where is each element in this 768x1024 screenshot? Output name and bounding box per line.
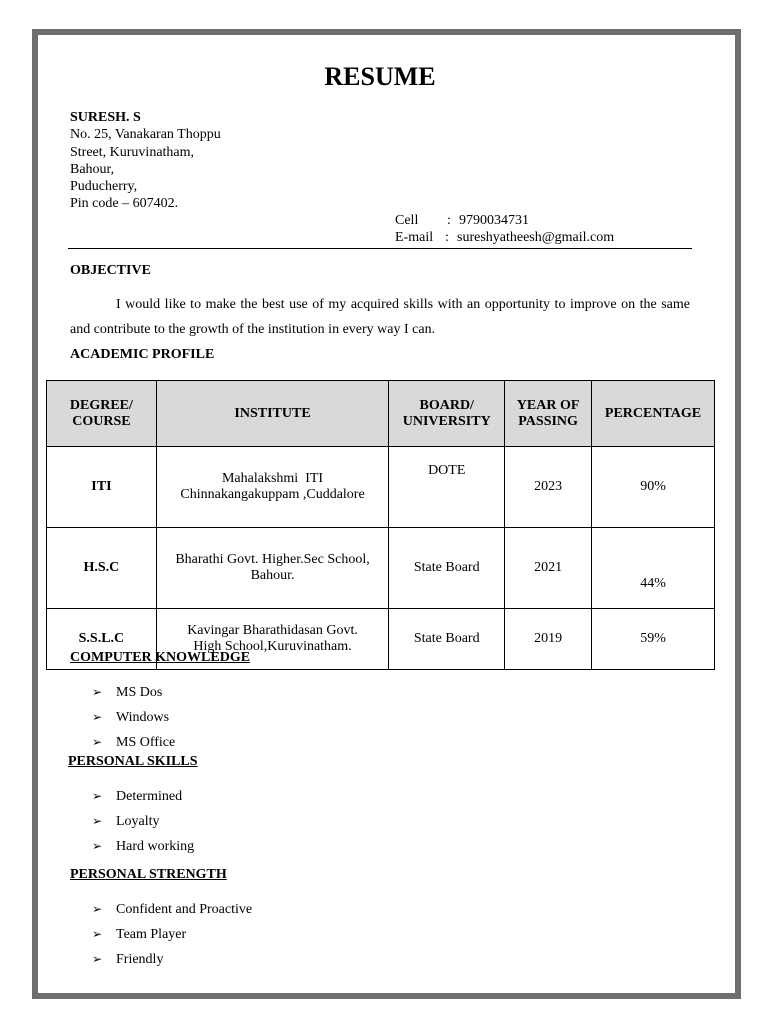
list-item-text: Determined (116, 789, 183, 804)
list-item (92, 683, 175, 708)
arrow-bullet-icon: ➢ (92, 952, 103, 966)
arrow-bullet-icon: ➢ (92, 902, 103, 916)
cell-label: Cell (395, 213, 419, 228)
list-item (92, 837, 194, 862)
col-header-year: YEAR OF PASSING (505, 381, 592, 447)
email-colon: : (445, 230, 449, 245)
arrow-bullet-icon: ➢ (92, 814, 103, 828)
list-item (92, 900, 252, 925)
address-line: No. 25, Vanakaran Thoppu (70, 127, 221, 142)
board-value: DOTE (428, 463, 466, 478)
academic-table (46, 380, 715, 670)
col-header-institute: INSTITUTE (156, 381, 388, 447)
email-value: sureshyatheesh@gmail.com (457, 230, 615, 245)
arrow-bullet-icon: ➢ (92, 710, 103, 724)
degree-cell: ITI (47, 447, 157, 528)
percentage-cell: 90% (592, 447, 715, 528)
institute-line: Bharathi Govt. Higher.Sec School, (175, 552, 370, 567)
computer-knowledge-list (92, 683, 175, 758)
institute-cell (156, 447, 388, 528)
email-label: E-mail (395, 230, 434, 245)
address-line: Pin code – 607402. (70, 196, 179, 211)
list-item-text: Windows (116, 710, 170, 725)
list-item (92, 812, 194, 837)
objective-heading: OBJECTIVE (70, 263, 151, 278)
institute-line: High School,Kuruvinatham. (193, 639, 352, 654)
personal-skills-list (92, 787, 194, 862)
list-item (92, 787, 194, 812)
table-row (47, 447, 715, 528)
address-line: Street, Kuruvinatham, (70, 145, 195, 160)
list-item-text: Team Player (116, 927, 187, 942)
list-item-text: MS Dos (116, 685, 163, 700)
list-item (92, 925, 252, 950)
arrow-bullet-icon: ➢ (92, 927, 103, 941)
list-item-text: Hard working (116, 839, 195, 854)
institute-line: Kavingar Bharathidasan Govt. (187, 623, 358, 638)
degree-cell: H.S.C (47, 528, 157, 609)
table-row (47, 528, 715, 609)
cell-colon: : (447, 213, 451, 228)
institute-line: Bahour. (250, 568, 295, 583)
page-title: RESUME (324, 62, 436, 91)
list-item (92, 708, 175, 733)
address-line: Puducherry, (70, 179, 138, 194)
address-line: Bahour, (70, 162, 115, 177)
institute-cell (156, 528, 388, 609)
computer-knowledge-heading: COMPUTER KNOWLEDGE (70, 650, 251, 665)
arrow-bullet-icon: ➢ (92, 685, 103, 699)
board-cell: State Board (389, 528, 505, 609)
degree-cell: S.S.L.C (47, 609, 157, 670)
percentage-value: 44% (640, 576, 666, 591)
objective-text: I would like to make the best use of my acquired skills with an opportunity to improve on the same and contribute to the growth of the institution in every way I can. (70, 297, 690, 337)
year-cell: 2019 (505, 609, 592, 670)
personal-strength-heading: PERSONAL STRENGTH (70, 867, 227, 882)
table-header-row (47, 381, 715, 447)
board-cell: State Board (389, 609, 505, 670)
arrow-bullet-icon: ➢ (92, 735, 103, 749)
personal-strength-list (92, 900, 252, 975)
board-cell (389, 447, 505, 528)
col-header-percentage: PERCENTAGE (592, 381, 715, 447)
cell-value: 9790034731 (459, 213, 529, 228)
list-item-text: Loyalty (116, 814, 160, 829)
institute-line: Mahalakshmi ITI (221, 471, 324, 486)
year-cell: 2021 (505, 528, 592, 609)
list-item (92, 950, 252, 975)
list-item-text: MS Office (116, 735, 176, 750)
institute-line: Chinnakangakuppam ,Cuddalore (180, 487, 365, 502)
year-cell: 2023 (505, 447, 592, 528)
arrow-bullet-icon: ➢ (92, 789, 103, 803)
candidate-name: SURESH. S (70, 110, 141, 125)
col-header-board: BOARD/ UNIVERSITY (389, 381, 505, 447)
header-divider (68, 248, 692, 249)
list-item-text: Friendly (116, 952, 164, 967)
col-header-degree: DEGREE/ COURSE (47, 381, 157, 447)
arrow-bullet-icon: ➢ (92, 839, 103, 853)
personal-skills-heading: PERSONAL SKILLS (68, 754, 198, 769)
list-item-text: Confident and Proactive (116, 902, 253, 917)
percentage-cell (592, 528, 715, 609)
academic-heading: ACADEMIC PROFILE (70, 347, 215, 362)
percentage-cell: 59% (592, 609, 715, 670)
